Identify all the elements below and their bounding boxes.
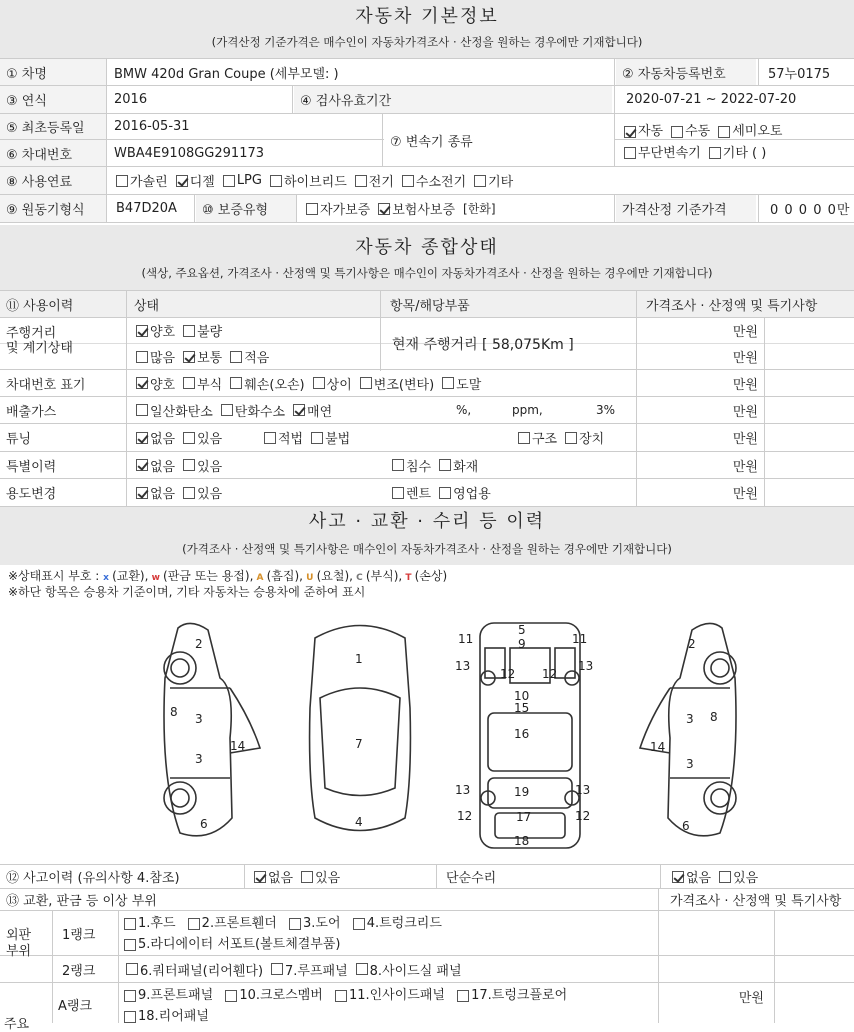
checkbox-tuning-legal[interactable] <box>264 432 276 444</box>
legend-symbol: T <box>402 573 415 583</box>
checkbox-roof-panel[interactable] <box>271 963 283 975</box>
opt-label: 4.트렁크리드 <box>366 916 442 931</box>
checkbox-semi[interactable] <box>718 126 730 138</box>
label-first-reg: ⑤ 최초등록일 <box>0 114 106 139</box>
opt-label: 11.인사이드패널 <box>348 988 445 1003</box>
opt-label: 자동 <box>638 124 664 139</box>
opt-label: 기타 ( ) <box>722 145 767 161</box>
opt-label: 무단변속기 <box>638 145 701 161</box>
checkbox-vin-rust[interactable] <box>183 377 195 389</box>
row-tuning <box>0 424 854 452</box>
row-exchange-header <box>0 889 854 911</box>
opt-label: 있음 <box>197 432 223 447</box>
col-item: 항목/해당부품 <box>390 298 470 314</box>
label-mileage: 주행거리 및 계기상태 <box>6 326 73 356</box>
checkbox-hood[interactable] <box>124 918 136 930</box>
accident-header <box>0 507 854 565</box>
part-2-right: 2 <box>688 637 696 651</box>
opt-label: 양호 <box>150 325 176 340</box>
part-4: 4 <box>355 815 363 829</box>
checkbox-tuning-structure[interactable] <box>518 432 530 444</box>
checkbox-gasoline[interactable] <box>116 175 128 187</box>
opt-label: 상이 <box>326 377 352 393</box>
transmission-options <box>624 122 790 165</box>
value-inspection: 2020-07-21 ~ 2022-07-20 <box>626 92 797 107</box>
legend-symbols <box>8 567 447 584</box>
part-13-left-rear: 13 <box>455 783 471 797</box>
checkbox-cvt[interactable] <box>624 147 636 159</box>
opt-label: 디젤 <box>189 175 215 190</box>
checkbox-cross-member[interactable] <box>225 990 237 1002</box>
checkbox-tuning-illegal[interactable] <box>311 432 323 444</box>
part-13-left-front: 13 <box>455 659 471 673</box>
checkbox-usage-yes[interactable] <box>183 487 195 499</box>
label-car-name: ① 차명 <box>0 59 106 85</box>
label-main: 주요 <box>4 1017 30 1032</box>
opt-label: 화재 <box>453 459 479 475</box>
opt-label: 부식 <box>197 377 223 393</box>
checkbox-mileage-high[interactable] <box>136 351 148 363</box>
opt-label: 전기 <box>368 175 394 190</box>
checkbox-auto[interactable] <box>624 126 636 138</box>
label-fuel: ⑧ 사용연료 <box>0 167 106 194</box>
section-title: 사고 · 교환 · 수리 등 이력 <box>308 511 546 532</box>
opt-label: 매연 <box>307 404 333 420</box>
value-engine: B47D20A <box>116 201 177 216</box>
unit-percent: %, <box>456 403 472 417</box>
opt-label: 보통 <box>197 351 223 366</box>
label-engine: ⑨ 원동기형식 <box>0 195 106 222</box>
opt-label: 구조 <box>532 432 558 447</box>
checkbox-fuel-other[interactable] <box>474 175 486 187</box>
part-8-left: 8 <box>170 705 178 719</box>
checkbox-vin-good[interactable] <box>136 377 148 389</box>
checkbox-flood[interactable] <box>392 459 404 471</box>
part-18: 18 <box>514 834 530 848</box>
part-13-right-rear: 13 <box>575 783 591 797</box>
checkbox-vin-damaged[interactable] <box>230 377 242 389</box>
opt-label: 18.리어패널 <box>138 1009 209 1024</box>
row-year <box>0 86 854 114</box>
unit-manwon: 만원 <box>732 432 758 447</box>
checkbox-manual[interactable] <box>671 126 683 138</box>
checkbox-insurance-warranty[interactable] <box>378 203 390 215</box>
opt-label: 6.쿼터패널(리어휀다) <box>140 963 264 979</box>
part-8-right: 8 <box>710 710 718 724</box>
part-9: 9 <box>518 637 526 651</box>
opt-label: 자가보증 <box>320 203 371 218</box>
rank1-items <box>124 915 450 957</box>
unit-manwon: 만원 <box>738 991 764 1006</box>
part-12-right-front: 12 <box>542 667 558 681</box>
legend-prefix: ※상태표시 부호 : <box>8 569 100 583</box>
part-2-left: 2 <box>195 637 203 651</box>
opt-label: 없음 <box>150 432 176 447</box>
opt-label: 17.트렁크플로어 <box>471 988 568 1003</box>
opt-label: 7.루프패널 <box>285 963 348 979</box>
checkbox-other[interactable] <box>709 147 721 159</box>
warranty-options <box>300 195 496 222</box>
checkbox-hybrid[interactable] <box>270 175 282 187</box>
opt-label: 기타 <box>488 175 514 190</box>
row-fuel <box>0 167 854 195</box>
col-state: 상태 <box>134 298 160 314</box>
checkbox-door[interactable] <box>289 918 301 930</box>
part-16: 16 <box>514 727 530 741</box>
opt-label: 3.도어 <box>303 916 341 931</box>
unit-manwon: 만원 <box>732 487 758 502</box>
opt-label: 가솔린 <box>130 175 168 190</box>
section-title: 자동차 기본정보 <box>355 6 499 27</box>
opt-label: 있음 <box>197 459 223 475</box>
legend-note: ※하단 항목은 승용차 기준이며, 기타 자동차는 승용차에 준하여 표시 <box>8 585 366 599</box>
row-rank1 <box>0 911 854 956</box>
label-usage-change: 용도변경 <box>6 487 57 502</box>
opt-label: 적법 <box>278 432 304 447</box>
value-car-name: BMW 420d Gran Coupe (세부모델: ) <box>114 66 339 82</box>
opt-label: 불량 <box>197 325 223 340</box>
part-15: 15 <box>514 701 530 715</box>
car-diagram <box>150 618 750 858</box>
section-subtitle: (색상, 주요옵션, 가격조사 · 산정액 및 특기사항은 매수인이 자동차가격조사 · 산정을 원하는 경우에만 기재합니다) <box>141 266 713 280</box>
basic-info-header <box>0 0 854 58</box>
part-14-right: 14 <box>650 740 666 754</box>
opt-label: 2.프론트휀더 <box>201 916 277 931</box>
opt-label: 렌트 <box>406 487 432 502</box>
unit-manwon: 만원 <box>732 351 758 366</box>
label-vin: ⑥ 차대번호 <box>0 140 106 166</box>
value-reg-no: 57누0175 <box>768 66 831 82</box>
part-11-left: 11 <box>458 632 474 646</box>
part-3-left-front: 3 <box>195 712 203 726</box>
opt-label: 있음 <box>315 871 341 886</box>
checkbox-tuning-device[interactable] <box>565 432 577 444</box>
opt-label: 있음 <box>197 487 223 502</box>
label-exchange-price: 가격조사 · 산정액 및 특기사항 <box>670 894 842 909</box>
part-12-left-rear: 12 <box>457 809 473 823</box>
checkbox-side-sill[interactable] <box>356 963 368 975</box>
unit-manwon: 만원 <box>732 459 758 475</box>
opt-label: 수동 <box>685 124 711 139</box>
opt-label: 일산화탄소 <box>150 404 213 420</box>
part-10: 10 <box>514 689 530 703</box>
part-7: 7 <box>355 737 363 751</box>
checkbox-accident-none[interactable] <box>254 871 266 883</box>
opt-label: 탄화수소 <box>234 404 286 420</box>
label-tuning: 튜닝 <box>6 432 32 447</box>
label-exchange: ⑬ 교환, 판금 등 이상 부위 <box>6 894 157 909</box>
checkbox-inside-panel[interactable] <box>335 990 347 1002</box>
opt-label: 없음 <box>150 487 176 502</box>
checkbox-front-panel[interactable] <box>124 990 136 1002</box>
label-inspection: ④ 검사유효기간 <box>294 86 612 113</box>
opt-label: 5.라디에이터 서포트(볼트체결부품) <box>138 937 341 952</box>
checkbox-vin-smeared[interactable] <box>442 377 454 389</box>
opt-label: 8.사이드실 패널 <box>369 963 462 979</box>
checkbox-mileage-low[interactable] <box>230 351 242 363</box>
opt-label: 보험사보증 <box>392 203 456 218</box>
legend-text: (손상) <box>414 569 448 583</box>
checkbox-tuning-yes[interactable] <box>183 432 195 444</box>
unit-manwon: 만원 <box>732 325 758 340</box>
part-1: 1 <box>355 652 363 666</box>
checkbox-quarter-panel[interactable] <box>126 963 138 975</box>
legend-symbol: C <box>352 573 366 583</box>
label-emission: 배출가스 <box>6 404 57 420</box>
row-rankA <box>0 983 854 1032</box>
rankA-items <box>124 987 575 1029</box>
legend-symbol: x <box>103 573 113 583</box>
legend-text: (요철), <box>316 569 353 583</box>
checkbox-self-warranty[interactable] <box>306 203 318 215</box>
section-subtitle: (가격조사 · 산정액 및 특기사항은 매수인이 자동차가격조사 · 산정을 원하는 경우에만 기재합니다) <box>182 542 672 556</box>
opt-label: 훼손(오손) <box>244 377 305 393</box>
row-engine <box>0 195 854 223</box>
value-year: 2016 <box>114 92 148 107</box>
label-price: 가격산정 기준가격 <box>616 195 756 222</box>
legend-text: (흠집), <box>266 569 303 583</box>
checkbox-hydrogen[interactable] <box>402 175 414 187</box>
status-header <box>0 225 854 290</box>
value-vin: WBA4E9108GG291173 <box>114 145 265 161</box>
unit-ppm: ppm, <box>512 403 543 417</box>
row-car-name <box>0 58 854 86</box>
part-6-right: 6 <box>682 819 690 833</box>
opt-label: 없음 <box>686 871 712 886</box>
legend-text: (교환), <box>112 569 149 583</box>
checkbox-simple-none[interactable] <box>672 871 684 883</box>
part-3-left-rear: 3 <box>195 752 203 766</box>
checkbox-trunk-floor[interactable] <box>457 990 469 1002</box>
legend-symbol: A <box>253 573 267 583</box>
label-rank1: 1랭크 <box>62 927 96 943</box>
checkbox-gauge-bad[interactable] <box>183 325 195 337</box>
checkbox-lpg[interactable] <box>223 175 235 187</box>
row-rank2 <box>0 956 854 983</box>
part-6-left: 6 <box>200 817 208 831</box>
part-13-right-front: 13 <box>578 659 594 673</box>
part-14-left: 14 <box>230 739 246 753</box>
label-year: ③ 연식 <box>0 86 106 113</box>
checkbox-rear-panel[interactable] <box>124 1011 136 1023</box>
checkbox-smoke[interactable] <box>293 404 305 416</box>
checkbox-rent[interactable] <box>392 487 404 499</box>
legend-symbol: w <box>148 573 164 583</box>
opt-label: 양호 <box>150 377 176 393</box>
legend-text: (판금 또는 용접), <box>163 569 254 583</box>
label-transmission: ⑦ 변속기 종류 <box>384 115 614 166</box>
part-5: 5 <box>518 623 526 637</box>
legend-symbol: U <box>303 573 317 583</box>
part-11-right: 11 <box>572 632 588 646</box>
checkbox-commercial[interactable] <box>439 487 451 499</box>
checkbox-vin-differ[interactable] <box>313 377 325 389</box>
checkbox-simple-yes[interactable] <box>719 871 731 883</box>
opt-label: 침수 <box>406 459 432 475</box>
opt-label: 적음 <box>244 351 270 366</box>
opt-label: 영업용 <box>453 487 491 502</box>
row-accident <box>0 864 854 889</box>
opt-label: 1.후드 <box>138 916 176 931</box>
part-3-right-rear: 3 <box>686 757 694 771</box>
part-12-left-front: 12 <box>500 667 516 681</box>
checkbox-gauge-good[interactable] <box>136 325 148 337</box>
label-special: 특별이력 <box>6 459 57 475</box>
opt-label: 변조(변타) <box>373 377 435 393</box>
part-17: 17 <box>516 810 532 824</box>
checkbox-co[interactable] <box>136 404 148 416</box>
unit-manwon: 만원 <box>732 377 758 393</box>
checkbox-special-yes[interactable] <box>183 459 195 471</box>
opt-label: 세미오토 <box>732 124 783 139</box>
checkbox-special-none[interactable] <box>136 459 148 471</box>
part-12-right-rear: 12 <box>575 809 591 823</box>
col-price: 가격조사 · 산정액 및 특기사항 <box>646 298 818 314</box>
part-3-right-front: 3 <box>686 712 694 726</box>
checkbox-hc[interactable] <box>221 404 233 416</box>
value-first-reg: 2016-05-31 <box>114 119 190 134</box>
checkbox-accident-yes[interactable] <box>301 871 313 883</box>
opt-label: 하이브리드 <box>283 175 347 190</box>
row-special <box>0 452 854 479</box>
checkbox-electric[interactable] <box>355 175 367 187</box>
section-subtitle: (가격산정 기준가격은 매수인이 자동차가격조사 · 산정을 원하는 경우에만 기재합니다) <box>211 35 643 49</box>
value-smoke: 3% <box>596 403 616 417</box>
opt-label: 없음 <box>150 459 176 475</box>
checkbox-diesel[interactable] <box>176 175 188 187</box>
checkbox-fire[interactable] <box>439 459 451 471</box>
opt-label: 장치 <box>579 432 605 447</box>
label-outer-part: 외판 부위 <box>6 928 32 959</box>
row-emission <box>0 397 854 424</box>
checkbox-front-fender[interactable] <box>188 918 200 930</box>
opt-label: 수소전기 <box>415 175 467 190</box>
opt-label: 있음 <box>733 871 759 886</box>
label-rank2: 2랭크 <box>62 963 96 979</box>
label-warranty: ⑩ 보증유형 <box>196 195 296 222</box>
value-mileage: 현재 주행거리 [ 58,075Km ] <box>392 337 574 353</box>
legend-items <box>103 569 447 583</box>
fuel-options <box>110 167 521 194</box>
label-accident: ⑫ 사고이력 (유의사항 4.참조) <box>6 871 180 886</box>
status-table-header <box>0 290 854 318</box>
checkbox-radiator-support[interactable] <box>124 939 136 951</box>
row-vin-mark <box>0 370 854 397</box>
opt-label: 도말 <box>456 377 482 393</box>
opt-label: 9.프론트패널 <box>138 988 214 1003</box>
checkbox-usage-none[interactable] <box>136 487 148 499</box>
value-price: 0 0 0 0 0만 <box>770 203 851 218</box>
label-rankA: A랭크 <box>58 999 93 1014</box>
legend-text: (부식), <box>365 569 403 583</box>
col-usage: ⑪ 사용이력 <box>6 298 74 314</box>
opt-label: LPG <box>236 173 262 188</box>
checkbox-mileage-normal[interactable] <box>183 351 195 363</box>
label-vin-mark: 차대번호 표기 <box>6 377 86 393</box>
warranty-company: [한화] <box>463 202 496 216</box>
opt-label: 없음 <box>268 871 294 886</box>
section-title: 자동차 종합상태 <box>355 237 499 258</box>
opt-label: 많음 <box>150 351 176 366</box>
row-usage-change <box>0 479 854 507</box>
part-19: 19 <box>514 785 530 799</box>
checkbox-vin-altered[interactable] <box>360 377 372 389</box>
checkbox-trunk-lid[interactable] <box>353 918 365 930</box>
opt-label: 불법 <box>325 432 351 447</box>
label-simple-repair: 단순수리 <box>446 871 497 886</box>
opt-label: 10.크로스멤버 <box>239 988 323 1003</box>
unit-manwon: 만원 <box>732 404 758 420</box>
checkbox-tuning-none[interactable] <box>136 432 148 444</box>
label-reg-no: ② 자동차등록번호 <box>616 59 756 85</box>
